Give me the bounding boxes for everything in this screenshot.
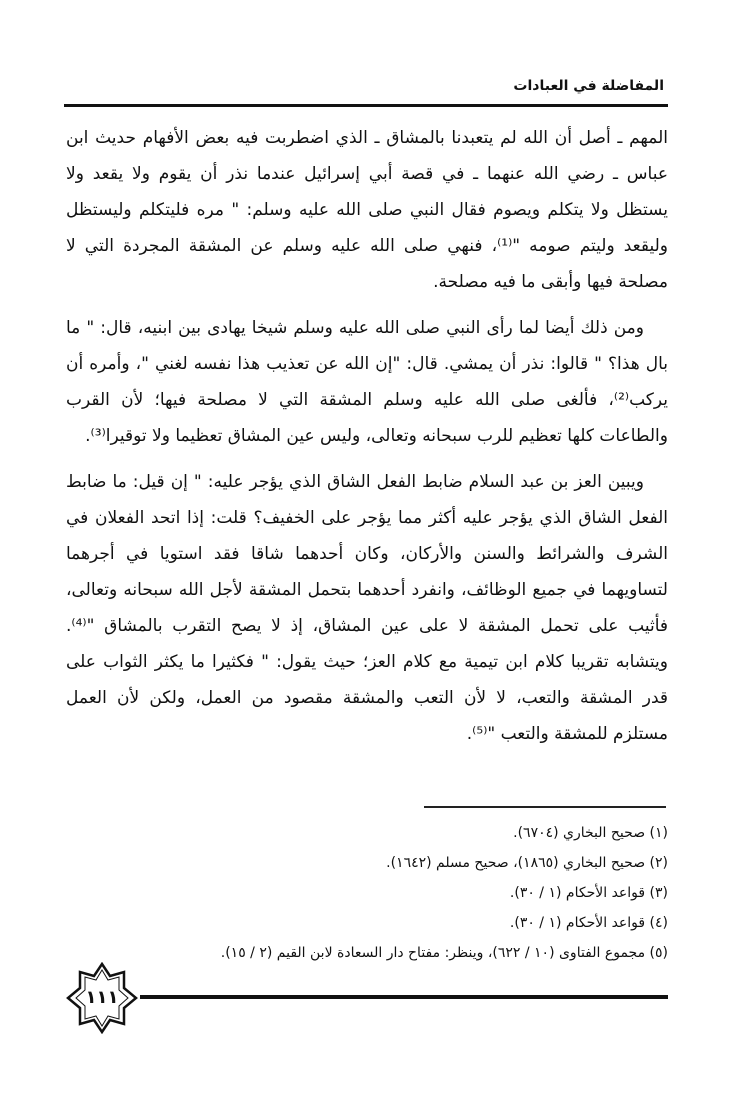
footnote-5: (٥) مجموع الفتاوى (١٠ / ٦٢٢)، وينظر: مفتاح دار السعادة لابن القيم (٢ / ١٥). xyxy=(220,945,668,961)
footnote-3: (٣) قواعد الأحكام (١ / ٣٠). xyxy=(509,885,668,901)
header-rule xyxy=(64,104,668,107)
paragraph-1: المهم ـ أصل أن الله لم يتعبدنا بالمشاق ـ الذي اضطربت فيه بعض الأفهام حديث ابن عباس ـ رضي الله عنهما ـ في قصة أبي إسرائيل عندما نذر أن يقوم ولا يقعد ولا يستظل ولا يتكلم ويصوم فقال النبي صلى الله عليه وسلم: " مره فليتكلم وليستظل وليقعد وليتم صومه "⁽¹⁾، فنهي صلى الله عليه وسلم عن المشقة المجردة التي لا مصلحة فيها وأبقى ما فيه مصلحة. xyxy=(66,128,668,292)
body-text xyxy=(66,120,668,762)
paragraph-3: ويبين العز بن عبد السلام ضابط الفعل الشاق الذي يؤجر عليه: " إن قيل: ما ضابط الفعل الشاق الذي يؤجر عليه أكثر مما يؤجر على الخفيف؟ قلت: إذا اتحد الفعلان في الشرف والشرائط والسنن والأركان، وكان أحدهما شاقا فقد استويا في أجرهما لتساويهما في جميع الوظائف، وانفرد أحدهما بتحمل المشقة لأجل الله سبحانه وتعالى، فأثيب على تحمل المشقة لا على عين المشاق، إذ لا يصح التقرب بالمشاق "⁽⁴⁾. ويتشابه تقريبا كلام ابن تيمية مع كلام العز؛ حيث يقول: " فكثيرا ما يكثر الثواب على قدر المشقة والتعب، لا لأن التعب والمشقة مقصود من العمل، ولكن لأن العمل مستلزم للمشقة والتعب "⁽⁵⁾. xyxy=(66,472,668,744)
running-header: المفاضلة في العبادات xyxy=(513,78,664,94)
page-number-badge xyxy=(66,962,138,1034)
footnote-2: (٢) صحيح البخاري (١٨٦٥)، صحيح مسلم (١٦٤٢). xyxy=(386,855,668,871)
footnote-4: (٤) قواعد الأحكام (١ / ٣٠). xyxy=(509,915,668,931)
footnote-1: (١) صحيح البخاري (٦٧٠٤). xyxy=(513,825,668,841)
bottom-rule xyxy=(140,995,668,999)
footnote-separator xyxy=(424,806,666,808)
paragraph-2: ومن ذلك أيضا لما رأى النبي صلى الله عليه وسلم شيخا يهادى بين ابنيه، قال: " ما بال هذا؟ " قالوا: نذر أن يمشي. قال: "إن الله عن تعذيب هذا نفسه لغني "، وأمره أن يركب⁽²⁾، فألغى صلى الله عليه وسلم المشقة التي لا مصلحة فيها؛ لأن القرب والطاعات كلها تعظيم للرب سبحانه وتعالى، وليس عين المشاق تعظيما ولا توقيرا⁽³⁾. xyxy=(66,318,668,446)
footnotes xyxy=(66,818,668,968)
page-number: ١١١ xyxy=(85,987,119,1008)
